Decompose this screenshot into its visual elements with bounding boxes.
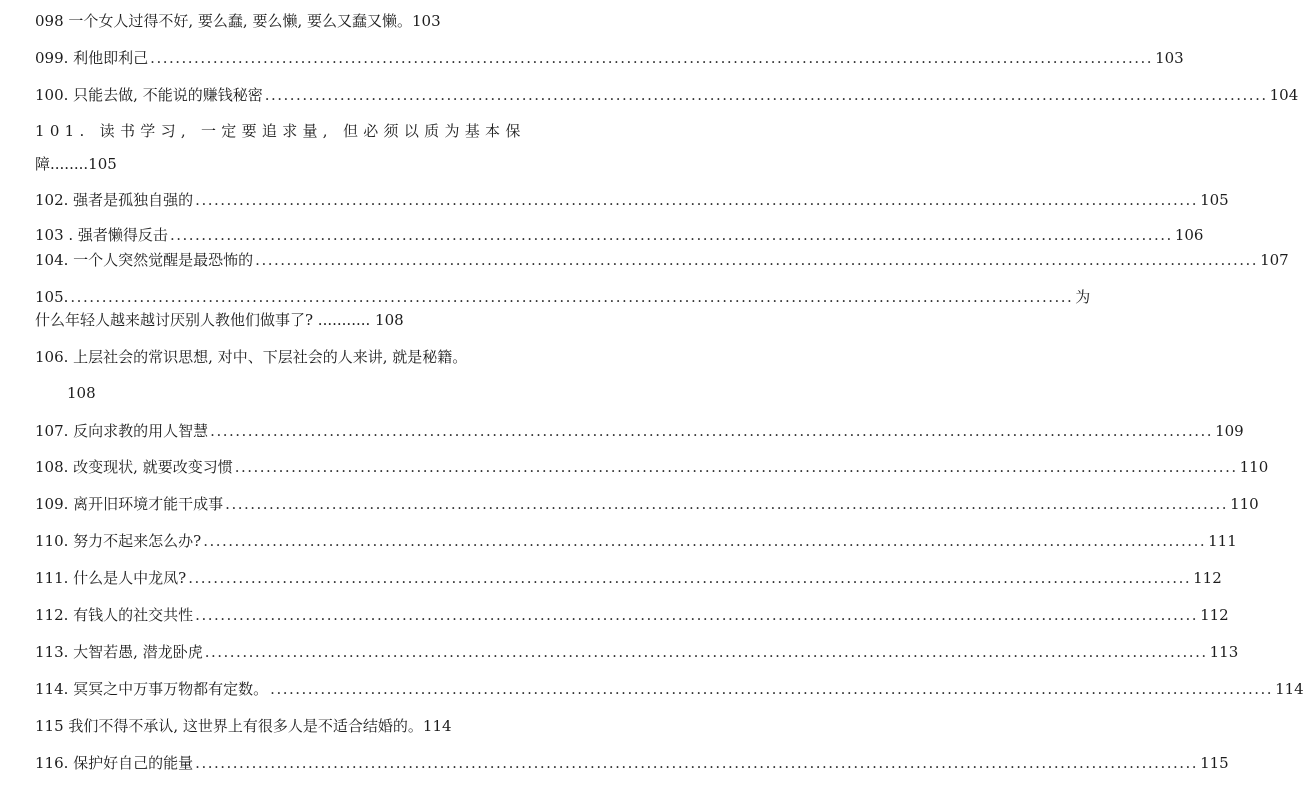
entry-page: 109 (1215, 422, 1244, 440)
dot-leader: ................................................................................................................................................................ (234, 458, 1238, 476)
dot-leader: ................................................................................................................................................................ (225, 495, 1229, 513)
dot-leader: ................................................................................................................................................................ (150, 49, 1154, 67)
dot-leader: ................................................................................................................................................................ (195, 191, 1199, 209)
entry-title: 112. 有钱人的社交共性 (35, 606, 194, 624)
entry-title: 104. 一个人突然觉醒是最恐怖的 (35, 251, 254, 269)
entry-page: 106 (1174, 226, 1204, 244)
toc-entry-115: 115 我们不得不承认, 这世界上有很多人是不适合结婚的。114 (35, 717, 452, 735)
entry-title: 103 . 强者懒得反击 (35, 226, 168, 244)
toc-entry-110 (35, 530, 1237, 552)
entry-page: 112 (1193, 569, 1222, 587)
entry-title: 102. 强者是孤独自强的 (35, 191, 194, 209)
entry-page: 113 (1209, 643, 1239, 661)
entry-page: 104 (1269, 86, 1299, 104)
toc-entry-108 (35, 456, 1269, 478)
entry-title: 105. (35, 288, 69, 306)
entry-title: 110. 努力不起来怎么办? (35, 532, 202, 550)
entry-title: 107. 反向求教的用人智慧 (35, 422, 209, 440)
toc-entry-114 (35, 678, 1304, 700)
entry-page: 115 (1200, 754, 1229, 772)
dot-leader: ................................................................................................................................................................ (204, 643, 1208, 661)
toc-entry-112 (35, 604, 1229, 626)
entry-title: 114. 冥冥之中万事万物都有定数。 (35, 680, 269, 698)
dot-leader: ................................................................................................................................................................ (270, 680, 1274, 698)
toc-entry-113 (35, 641, 1239, 663)
toc-entry-103 (35, 224, 1204, 246)
entry-title: 116. 保护好自己的能量 (35, 754, 194, 772)
dot-leader: ................................................................................................................................................................ (210, 422, 1214, 440)
entry-page: 112 (1200, 606, 1229, 624)
toc-entry-101-cont: 障........105 (35, 155, 117, 173)
entry-page: 103 (1155, 49, 1184, 67)
toc-entry-111 (35, 567, 1222, 589)
dot-leader: ................................................................................................................................................................ (169, 226, 1173, 244)
toc-entry-104 (35, 249, 1289, 271)
entry-title: 108. 改变现状, 就要改变习惯 (35, 458, 233, 476)
dot-leader: ................................................................................................................................................................ (188, 569, 1192, 587)
toc-entry-107 (35, 420, 1244, 442)
entry-title: 100. 只能去做, 不能说的赚钱秘密 (35, 86, 263, 104)
toc-entry-099 (35, 47, 1184, 69)
entry-page: 114 (1275, 680, 1304, 698)
toc-entry-105-cont: 什么年轻人越来越讨厌别人教他们做事了? ........... 108 (35, 311, 404, 329)
entry-page: 111 (1208, 532, 1237, 550)
entry-page: 105 (1200, 191, 1229, 209)
entry-title: 099. 利他即利己 (35, 49, 149, 67)
toc-entry-106: 106. 上层社会的常识思想, 对中、下层社会的人来讲, 就是秘籍。 (35, 348, 468, 366)
entry-page: 为 (1075, 288, 1091, 306)
dot-leader: ................................................................................................................................................................ (264, 86, 1268, 104)
toc-entry-098: 098 一个女人过得不好, 要么蠢, 要么懒, 要么又蠢又懒。103 (35, 12, 441, 30)
entry-page: 110 (1239, 458, 1269, 476)
toc-entry-101: 101. 读书学习, 一定要追求量, 但必须以质为基本保 (35, 122, 526, 140)
dot-leader: ................................................................................................................................................................ (70, 288, 1074, 306)
toc-entry-109 (35, 493, 1259, 515)
toc-entry-102 (35, 189, 1229, 211)
entry-title: 109. 离开旧环境才能干成事 (35, 495, 224, 513)
toc-entry-105 (35, 286, 1091, 308)
toc-entry-100 (35, 84, 1299, 106)
entry-page: 107 (1260, 251, 1289, 269)
toc-entry-116 (35, 752, 1229, 774)
dot-leader: ................................................................................................................................................................ (195, 606, 1199, 624)
entry-title: 113. 大智若愚, 潜龙卧虎 (35, 643, 203, 661)
dot-leader: ................................................................................................................................................................ (255, 251, 1259, 269)
toc-entry-106-cont: 108 (67, 384, 96, 402)
entry-title: 111. 什么是人中龙凤? (35, 569, 187, 587)
entry-page: 110 (1230, 495, 1259, 513)
dot-leader: ................................................................................................................................................................ (203, 532, 1207, 550)
dot-leader: ................................................................................................................................................................ (195, 754, 1199, 772)
